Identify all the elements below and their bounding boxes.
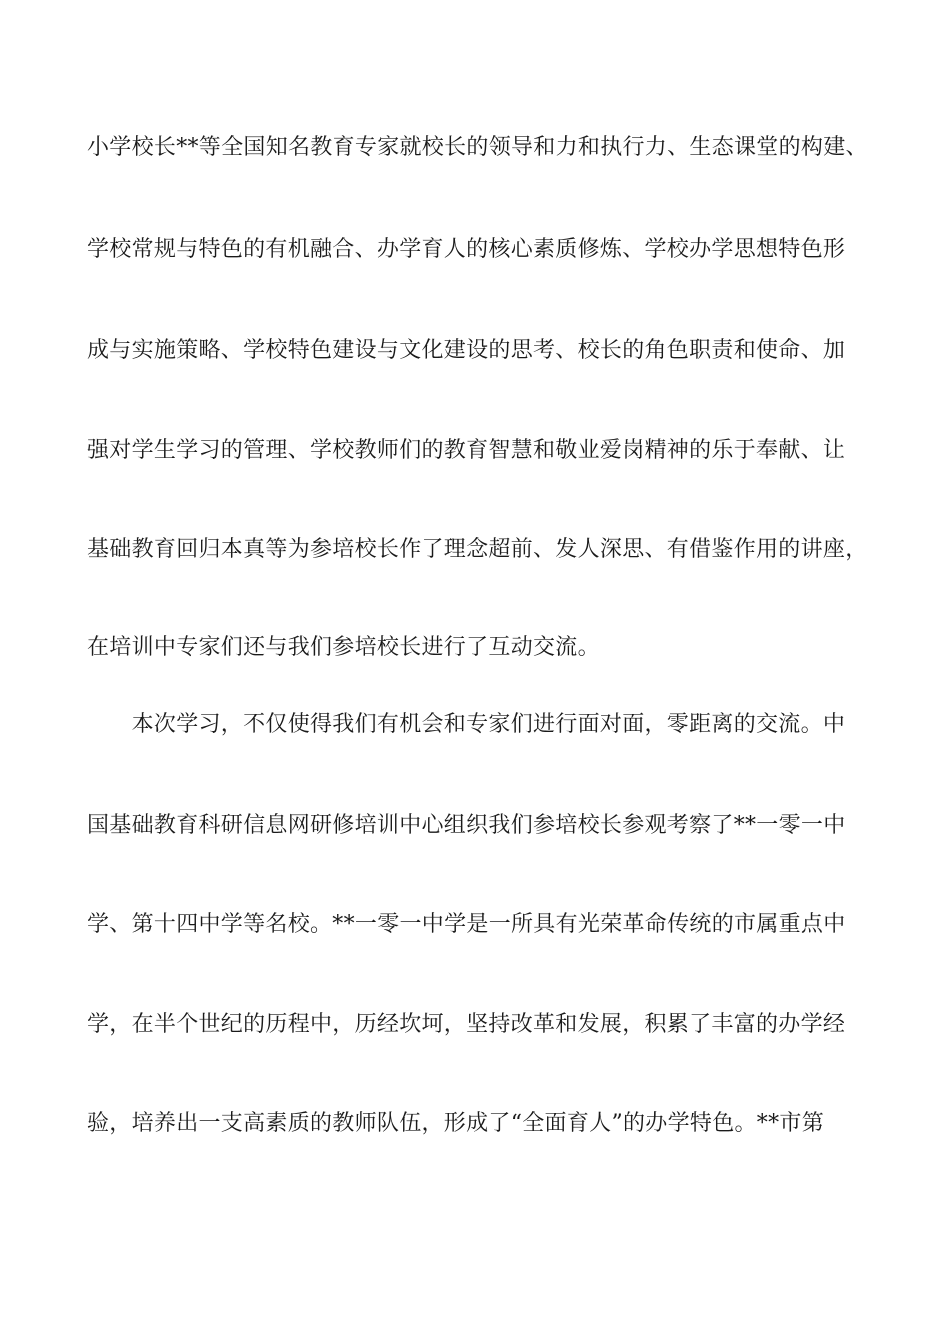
- paragraph-1-line-5: 基础教育回归本真等为参培校长作了理念超前、发人深思、有借鉴作用的讲座，: [87, 537, 868, 562]
- paragraph-1-line-6: 在培训中专家们还与我们参培校长进行了互动交流。: [87, 635, 600, 660]
- paragraph-2-line-1: 本次学习，不仅使得我们有机会和专家们进行面对面，零距离的交流。中: [87, 712, 846, 737]
- paragraph-2-line-4: 学，在半个世纪的历程中，历经坎坷，坚持改革和发展，积累了丰富的办学经: [87, 1012, 846, 1037]
- paragraph-1-line-2: 学校常规与特色的有机融合、办学育人的核心素质修炼、学校办学思想特色形: [87, 237, 846, 262]
- paragraph-2-line-3: 学、第十四中学等名校。**一零一中学是一所具有光荣革命传统的市属重点中: [87, 912, 846, 937]
- paragraph-2-line-5: 验，培养出一支高素质的教师队伍，形成了“全面育人”的办学特色。**市第: [87, 1111, 824, 1136]
- paragraph-1-line-3: 成与实施策略、学校特色建设与文化建设的思考、校长的角色职责和使命、加: [87, 338, 846, 363]
- paragraph-2-line-2: 国基础教育科研信息网研修培训中心组织我们参培校长参观考察了**一零一中: [87, 813, 846, 838]
- paragraph-1-line-1: 小学校长**等全国知名教育专家就校长的领导和力和执行力、生态课堂的构建、: [87, 135, 868, 160]
- paragraph-1-line-4: 强对学生学习的管理、学校教师们的教育智慧和敬业爱岗精神的乐于奉献、让: [87, 438, 846, 463]
